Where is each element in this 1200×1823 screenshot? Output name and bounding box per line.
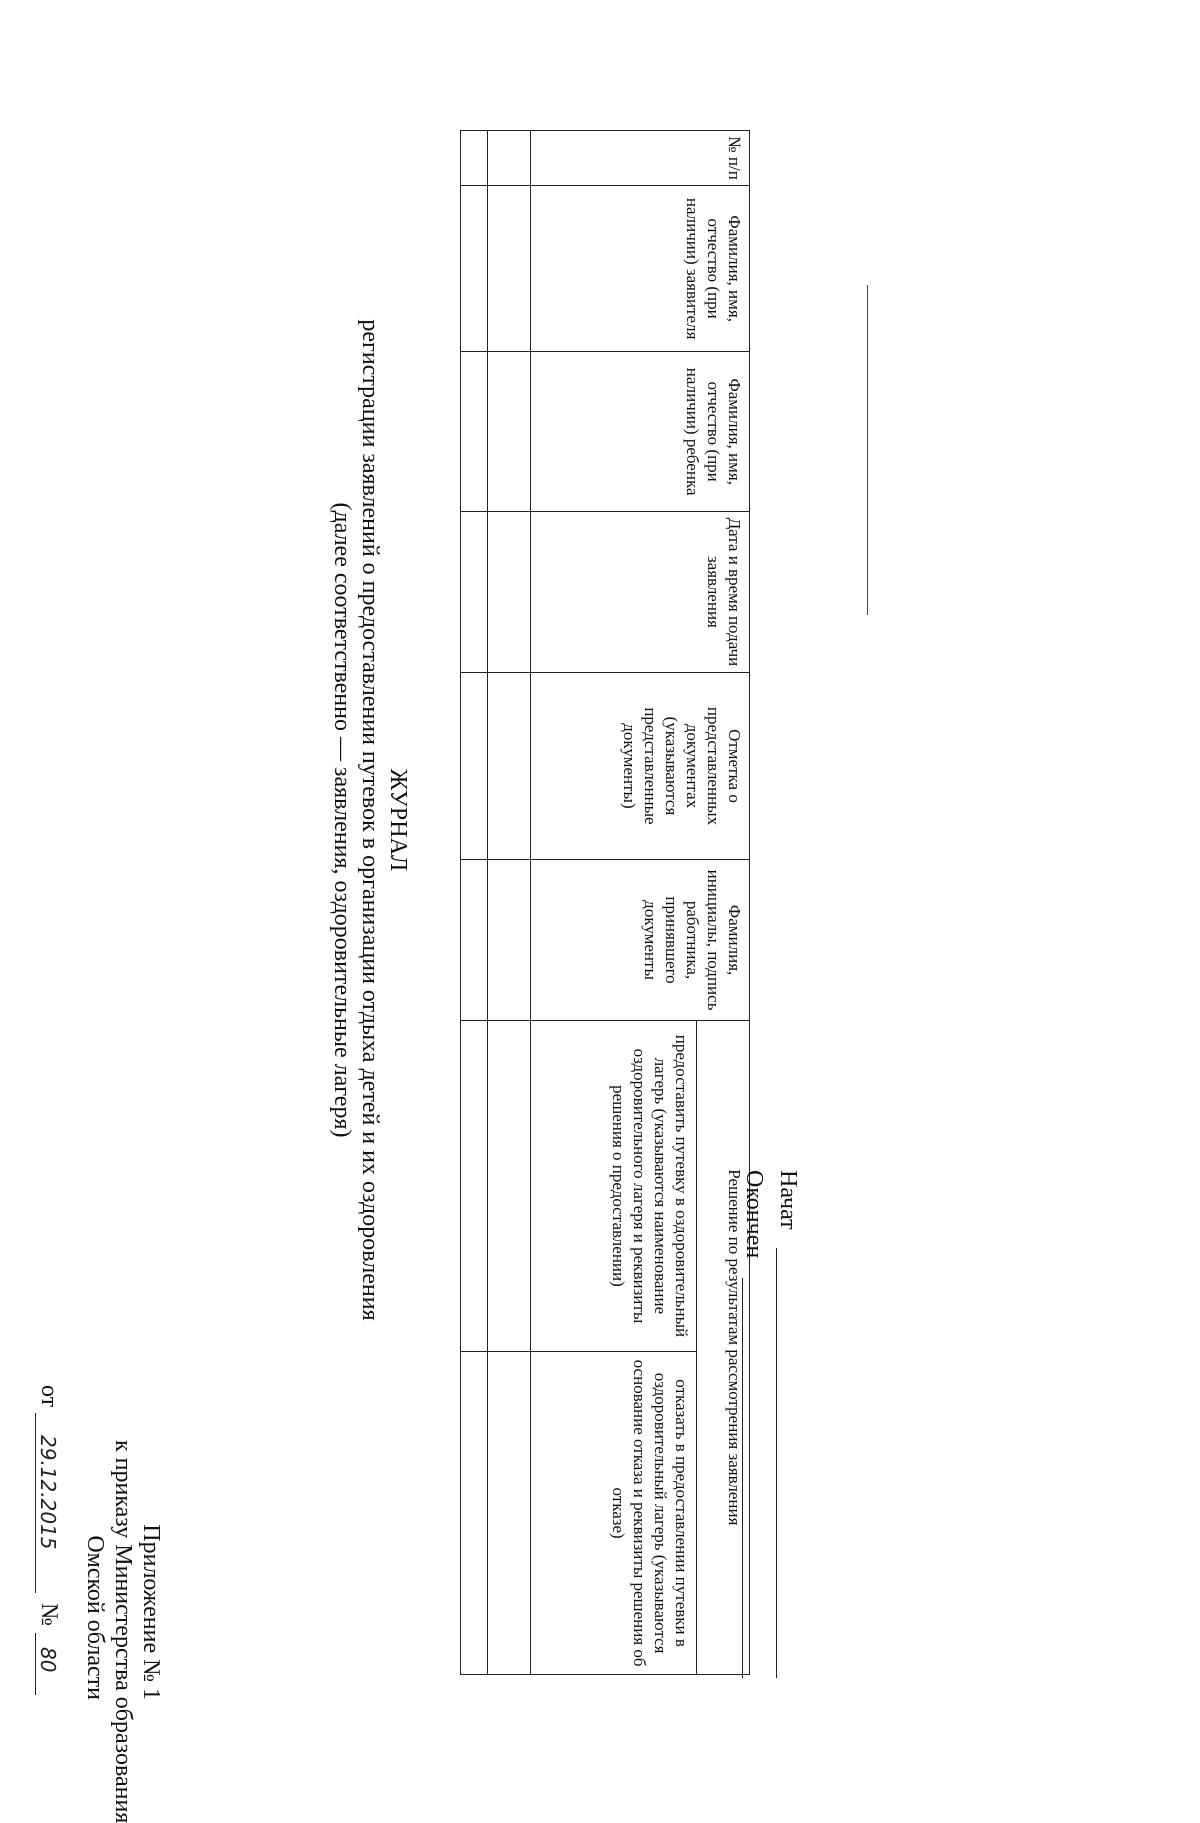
start-underline bbox=[776, 1248, 777, 1678]
number-prefix: № bbox=[36, 1603, 62, 1626]
order-date-line bbox=[28, 1385, 62, 1695]
appendix-number: Приложение № 1 bbox=[138, 1524, 164, 1700]
journal-subtitle-note: (далее соответственно — заявления, оздоровительные лагеря) bbox=[329, 502, 355, 1138]
end-line bbox=[737, 1170, 771, 1690]
journal-period-block bbox=[737, 1170, 805, 1690]
table-cell bbox=[461, 352, 488, 512]
order-number-handwritten: 80 bbox=[36, 1647, 60, 1673]
table-cell bbox=[488, 860, 531, 1020]
header-documents-mark: Отметка о представленных документах (указываются представленные документы) bbox=[531, 672, 750, 860]
journal-subtitle: регистрации заявлений о предоставлении путевок в организации отдыха детей и их оздоровления bbox=[357, 319, 383, 1321]
table-cell bbox=[488, 352, 531, 512]
table-cell bbox=[461, 131, 488, 186]
table-cell bbox=[488, 672, 531, 860]
table-cell bbox=[461, 672, 488, 860]
table-cell bbox=[461, 186, 488, 352]
start-line bbox=[771, 1170, 805, 1690]
header-employee-signature: Фамилия, инициалы, подпись работника, принявшего документы bbox=[531, 860, 750, 1020]
table-cell bbox=[461, 1020, 488, 1352]
table-cell bbox=[488, 512, 531, 672]
end-label: Окончен bbox=[741, 1170, 767, 1259]
header-child-name: Фамилия, имя, отчество (при наличии) ребенка bbox=[531, 352, 750, 512]
end-underline bbox=[742, 1278, 743, 1678]
order-date-handwritten: 29.12.2015 bbox=[36, 1435, 60, 1550]
table-cell bbox=[488, 186, 531, 352]
table-cell bbox=[461, 860, 488, 1020]
table-cell bbox=[488, 1020, 531, 1352]
table-row bbox=[488, 131, 531, 1675]
approval-block bbox=[81, 1440, 165, 1823]
journal-table bbox=[460, 130, 750, 1675]
table-cell bbox=[488, 1352, 531, 1675]
header-number: № п/п bbox=[531, 131, 750, 186]
table-cell bbox=[461, 1352, 488, 1675]
header-submission-datetime: Дата и время подачи заявления bbox=[531, 512, 750, 672]
journal-title-block bbox=[328, 260, 412, 1380]
table-cell bbox=[461, 512, 488, 672]
table-cell bbox=[488, 131, 531, 186]
header-decision-grant: предоставить путевку в оздоровительный лагерь (указываются наименование оздоровительного лагеря и реквизиты решения о предоставлении) bbox=[531, 1020, 697, 1352]
header-decision: Решение по результатам рассмотрения заявления bbox=[697, 1020, 750, 1674]
footer-rule bbox=[867, 285, 868, 615]
start-label: Начат bbox=[775, 1170, 801, 1230]
table-row bbox=[461, 131, 488, 1675]
header-decision-refuse: отказать в предоставлении путевки в оздоровительный лагерь (указываются основание отказа и реквизиты решения об отказе) bbox=[531, 1352, 697, 1675]
order-reference: к приказу Министерства образования bbox=[110, 1440, 136, 1823]
date-prefix: от bbox=[36, 1385, 62, 1408]
region-name: Омской области bbox=[82, 1535, 108, 1700]
journal-heading: ЖУРНАЛ bbox=[385, 768, 411, 872]
header-applicant-name: Фамилия, имя, отчество (при наличии) заявителя bbox=[531, 186, 750, 352]
